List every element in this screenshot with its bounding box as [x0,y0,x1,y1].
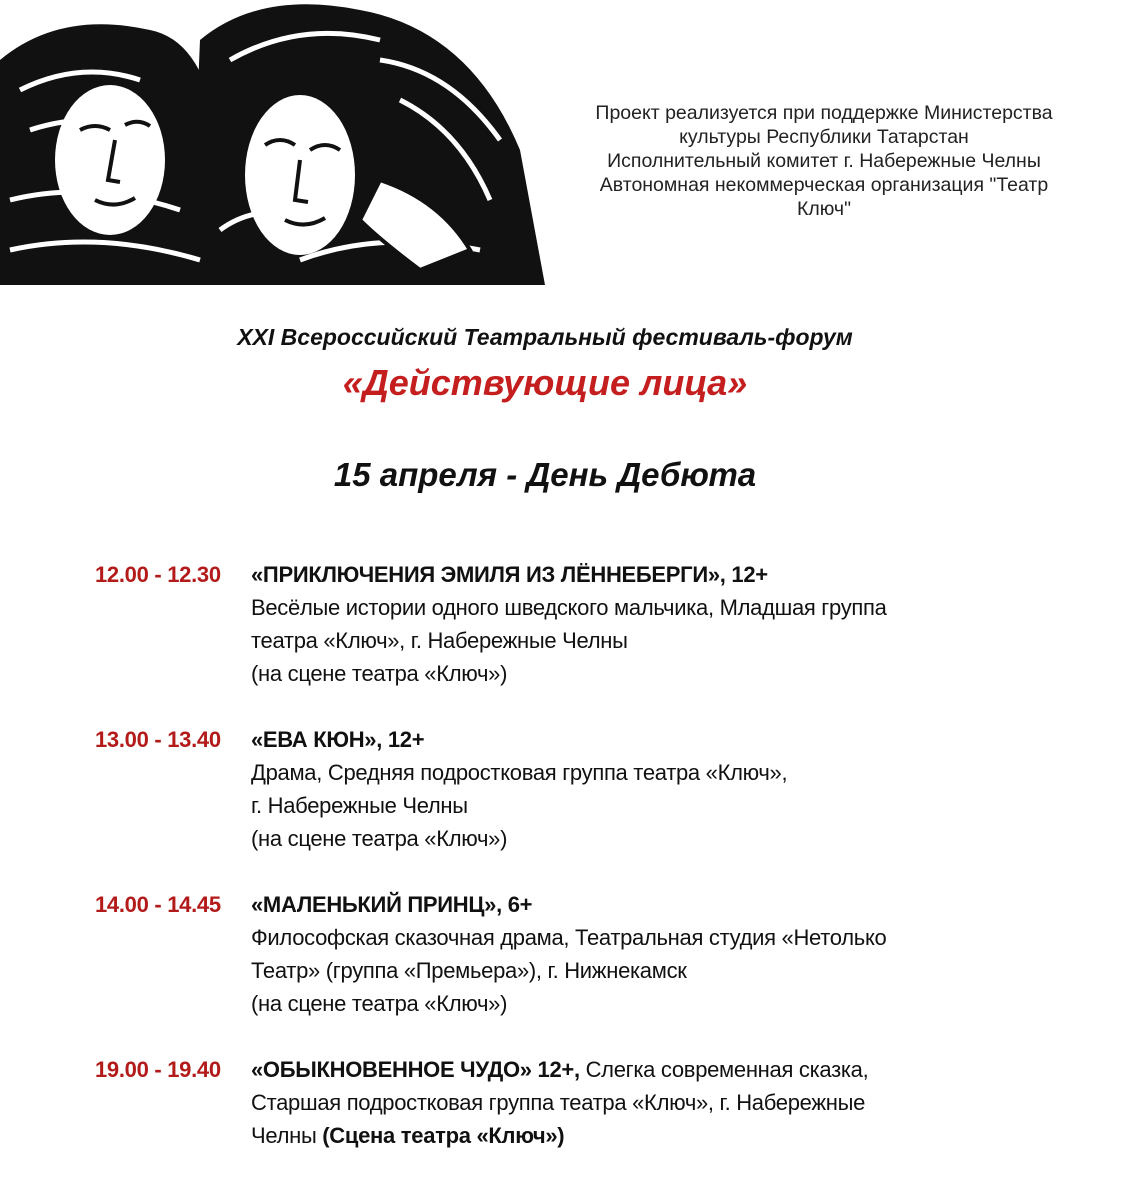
entry-line: Драма, Средняя подростковая группа театра «Ключ», [251,760,788,785]
festival-subtitle: XXI Всероссийский Театральный фестиваль-форум [237,324,853,350]
entry-line: Старшая подростковая группа театра «Ключ», г. Набережные [251,1090,866,1115]
support-text [548,101,1100,221]
entry-line: Философская сказочная драма, Театральная студия «Нетолько [251,925,887,950]
support-line: Ключ" [796,198,851,220]
entry-line: Челны [251,1123,323,1148]
entry-line: Весёлые истории одного шведского мальчика, Младшая группа [251,595,887,620]
support-line: Автономная некоммерческая организация "Театр [599,174,1049,196]
entry-time: 12.00 - 12.30 [95,562,221,587]
woodcut-illustration [0,0,545,285]
entry-time: 14.00 - 14.45 [95,892,221,917]
entry-line: г. Набережные Челны [251,793,468,818]
festival-title: «Действующие лица» [342,362,748,403]
entry-title: «ЕВА КЮН», 12+ [251,727,425,752]
entry-venue: (Сцена театра «Ключ») [322,1123,565,1148]
entry-line: Театр» (группа «Премьера»), г. Нижнекамск [251,958,687,983]
entry-line: (на сцене театра «Ключ») [251,826,508,851]
entry-title: «ПРИКЛЮЧЕНИЯ ЭМИЛЯ ИЗ ЛЁННЕБЕРГИ», 12+ [251,562,768,587]
entry-line: театра «Ключ», г. Набережные Челны [251,628,628,653]
entry-line: (на сцене театра «Ключ») [251,991,508,1016]
entry-time: 13.00 - 13.40 [95,727,221,752]
entry-genre: Слегка современная сказка, [579,1057,869,1082]
entry-title: «ОБЫКНОВЕННОЕ ЧУДО» 12+, [251,1057,580,1082]
support-line: Проект реализуется при поддержке Министерства [595,102,1053,124]
support-line: культуры Республики Татарстан [679,126,969,148]
entry-title: «МАЛЕНЬКИЙ ПРИНЦ», 6+ [251,892,533,917]
support-line: Исполнительный комитет г. Набережные Челны [607,150,1041,172]
entry-time: 19.00 - 19.40 [95,1057,221,1082]
entry-line: (на сцене театра «Ключ») [251,661,508,686]
festival-day: 15 апреля - День Дебюта [333,456,757,493]
